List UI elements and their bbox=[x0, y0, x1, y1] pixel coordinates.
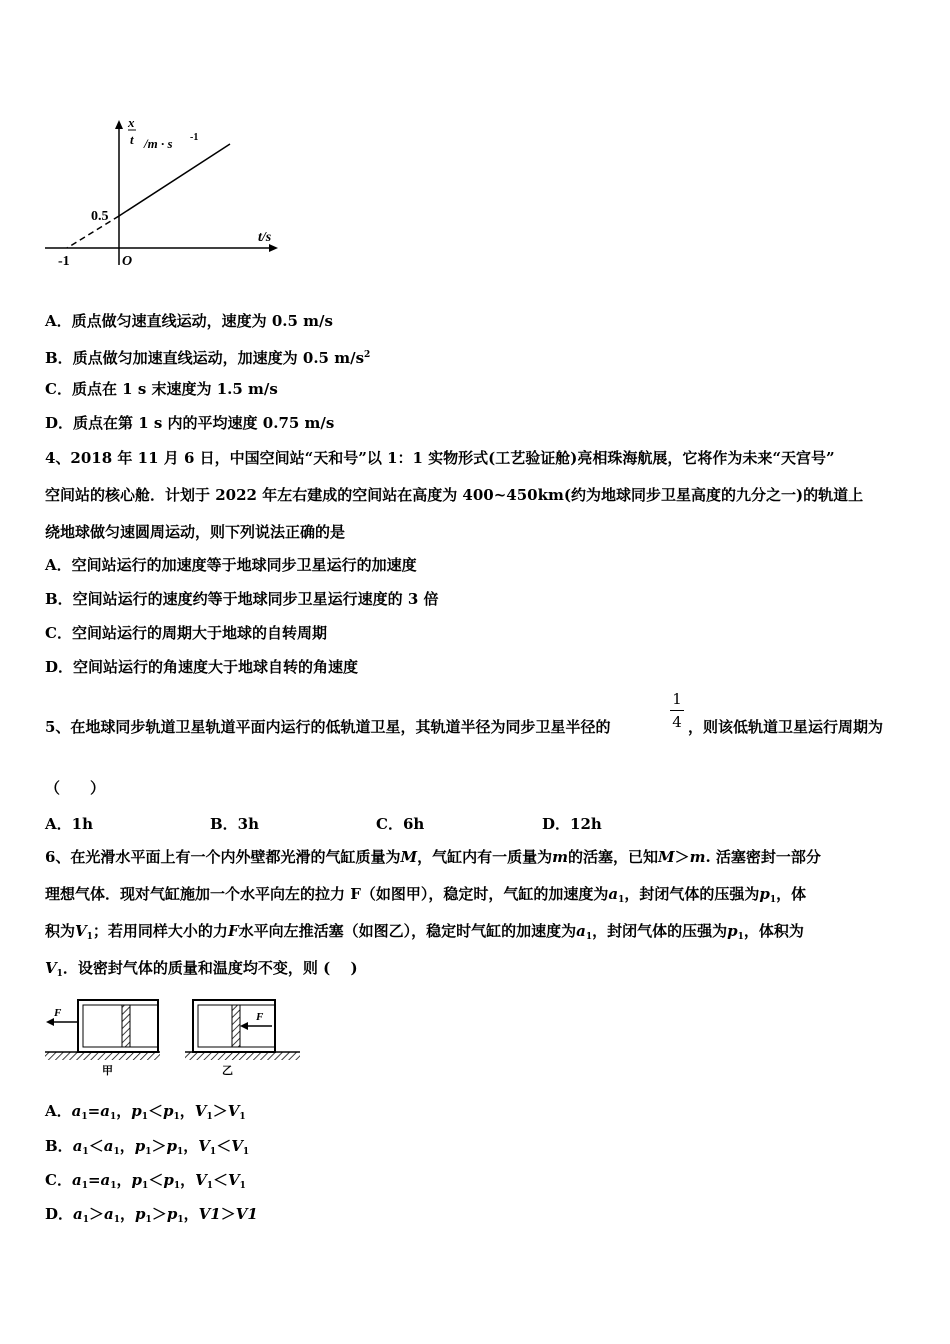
y-label-unit-exp: -1 bbox=[190, 132, 199, 143]
cylinder-jia bbox=[78, 1000, 158, 1052]
q5-option-c: C．6h bbox=[376, 815, 425, 833]
q6-stem-line4: $V_1$．设密封气体的质量和温度均不变，则 ( ) bbox=[45, 959, 358, 979]
q4-stem-line2: 空间站的核心舱．计划于 2022 年左右建成的空间站在高度为 400~450km(约为地球同步卫星高度的九分之一)的轨道上 bbox=[45, 486, 864, 504]
q5-frac-den: 4 bbox=[672, 713, 682, 731]
y-axis-arrow bbox=[115, 120, 123, 129]
force-label-yi: F bbox=[256, 1011, 264, 1023]
x-neg-label: -1 bbox=[58, 254, 70, 269]
q4-stem-line1: 4、2018 年 11 月 6 日，中国空间站“天和号”以 1：1 实物形式(工艺验证舱)亮相珠海航展，它将作为未来“天宫号” bbox=[45, 449, 835, 467]
q6-stem-line1: 6、在光滑水平面上有一个内外壁都光滑的气缸质量为M，气缸内有一质量为m的活塞，已知M＞m. 活塞密封一部分 bbox=[45, 848, 821, 866]
q3-option-a: A．质点做匀速直线运动，速度为 0.5 m/s bbox=[45, 312, 333, 330]
q4-option-c: C．空间站运行的周期大于地球的自转周期 bbox=[45, 624, 327, 642]
y-label-num: x bbox=[128, 115, 135, 130]
q5-stem-before: 5、在地球同步轨道卫星轨道平面内运行的低轨道卫星，其轨道半径为同步卫星半径的 bbox=[45, 718, 611, 736]
q5-option-b: B．3h bbox=[210, 815, 260, 833]
q6-figure bbox=[40, 990, 300, 1080]
q4-option-b: B．空间站运行的速度约等于地球同步卫星运行速度的 3 倍 bbox=[45, 590, 439, 608]
q3-option-b-sup: 2 bbox=[364, 350, 371, 360]
figure-yi bbox=[185, 1000, 300, 1077]
q4-option-d: D．空间站运行的角速度大于地球自转的角速度 bbox=[45, 658, 359, 676]
q3-option-b bbox=[45, 345, 370, 368]
label-jia: 甲 bbox=[102, 1065, 113, 1077]
q6-stem-line2: 理想气体．现对气缸施加一个水平向左的拉力 F（如图甲），稳定时，气缸的加速度为$a_1$，封闭气体的压强为$p_1$，体 bbox=[45, 885, 807, 905]
q6-option-c: C．$a_1=a_1$，$p_1<p_1$，$V_1<V_1$ bbox=[45, 1171, 246, 1191]
q6-option-d: D．$a_1>a_1$，$p_1>p_1$，V1＞V1 bbox=[45, 1205, 258, 1225]
q6-stem-line3: 积为$V_1$；若用同样大小的力F水平向左推活塞（如图乙），稳定时气缸的加速度为$a_1$，封闭气体的压强为$p_1$，体积为 bbox=[45, 922, 804, 942]
force-label-jia: F bbox=[54, 1007, 62, 1019]
q6-option-a: A．$a_1=a_1$，$p_1<p_1$，$V_1>V_1$ bbox=[45, 1102, 246, 1122]
q3-option-d: D．质点在第 1 s 内的平均速度 0.75 m/s bbox=[45, 414, 335, 432]
piston-yi bbox=[232, 1005, 240, 1047]
x-axis-label: t/s bbox=[258, 230, 272, 245]
label-yi: 乙 bbox=[222, 1065, 233, 1077]
q3-option-c: C．质点在 1 s 末速度为 1.5 m/s bbox=[45, 380, 278, 398]
xt-graph bbox=[40, 110, 290, 270]
q5-option-d: D．12h bbox=[542, 815, 602, 833]
piston-jia bbox=[122, 1005, 130, 1047]
y-intercept-label: 0.5 bbox=[91, 209, 109, 224]
data-line-solid bbox=[119, 144, 230, 216]
q3-option-b-text: B．质点做匀加速直线运动，加速度为 0.5 m/s bbox=[45, 349, 365, 367]
q5-frac-num: 1 bbox=[672, 690, 682, 708]
q4-stem-line3: 绕地球做匀速圆周运动，则下列说法正确的是 bbox=[45, 523, 346, 541]
q5-stem-after: ，则该低轨道卫星运行周期为 bbox=[688, 718, 884, 736]
figure-jia bbox=[45, 1000, 160, 1077]
q5-option-a: A．1h bbox=[45, 815, 93, 833]
x-axis-arrow bbox=[269, 244, 278, 252]
q5-fraction bbox=[670, 690, 684, 731]
q6-option-b: B．$a_1<a_1$，$p_1>p_1$，$V_1<V_1$ bbox=[45, 1137, 250, 1157]
y-label-unit: /m · s bbox=[144, 136, 173, 151]
q4-option-a: A．空间站运行的加速度等于地球同步卫星运行的加速度 bbox=[45, 556, 417, 574]
origin-label: O bbox=[122, 254, 133, 269]
q5-paren: （ ） bbox=[45, 779, 106, 797]
y-label-den: t bbox=[130, 132, 134, 147]
